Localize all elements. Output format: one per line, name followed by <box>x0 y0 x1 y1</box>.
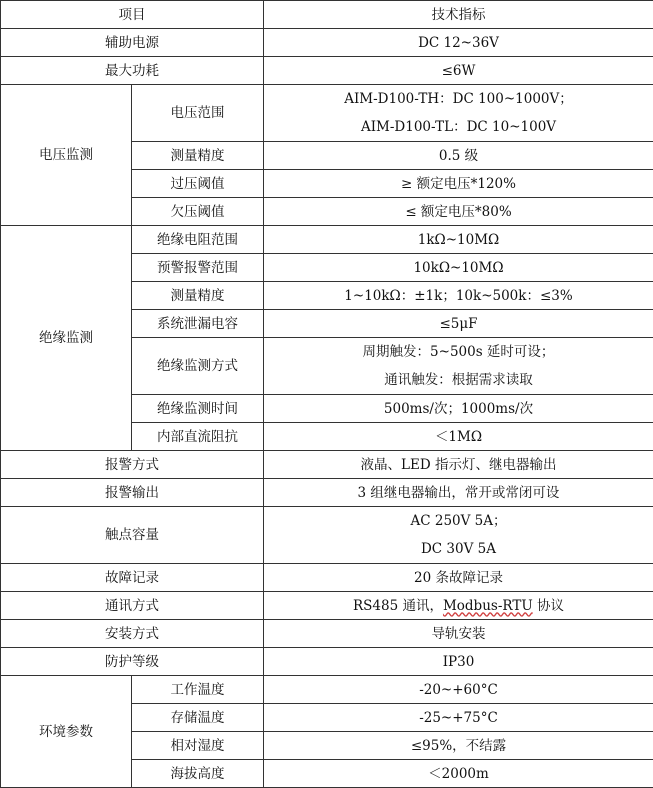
row-label: 触点容量 <box>1 507 264 564</box>
row-label: 工作温度 <box>132 676 264 704</box>
row-label: 测量精度 <box>132 142 264 170</box>
row-value: ＜1MΩ <box>264 423 653 451</box>
row-value: 导轨安装 <box>264 620 653 648</box>
header-item: 项目 <box>1 1 264 29</box>
row-label: 报警方式 <box>1 451 264 479</box>
row-value <box>264 592 653 620</box>
header-spec: 技术指标 <box>264 1 653 29</box>
row-value <box>264 507 653 564</box>
table-row <box>1 648 653 676</box>
value-line: AIM-D100-TL：DC 10~100V <box>268 113 649 141</box>
group-label: 环境参数 <box>1 676 132 788</box>
group-label: 电压监测 <box>1 85 132 226</box>
row-value <box>264 338 653 395</box>
table-row <box>1 676 653 704</box>
row-value: DC 12~36V <box>264 29 653 57</box>
row-value: ≤5μF <box>264 310 653 338</box>
table-row <box>1 226 653 254</box>
row-label: 欠压阈值 <box>132 198 264 226</box>
table-row <box>1 620 653 648</box>
row-value: 0.5 级 <box>264 142 653 170</box>
row-label: 安装方式 <box>1 620 264 648</box>
row-value: 3 组继电器输出，常开或常闭可设 <box>264 479 653 507</box>
row-label: 报警输出 <box>1 479 264 507</box>
value-line: 周期触发：5~500s 延时可设； <box>268 338 649 366</box>
row-label: 绝缘电阻范围 <box>132 226 264 254</box>
row-label: 相对湿度 <box>132 732 264 760</box>
row-value: 500ms/次；1000ms/次 <box>264 395 653 423</box>
row-label: 故障记录 <box>1 564 264 592</box>
row-label: 电压范围 <box>132 85 264 142</box>
row-value: IP30 <box>264 648 653 676</box>
protocol-name: Modbus-RTU <box>443 598 533 614</box>
row-value: ≤95%，不结露 <box>264 732 653 760</box>
row-label: 测量精度 <box>132 282 264 310</box>
table-row <box>1 507 653 564</box>
row-label: 绝缘监测方式 <box>132 338 264 395</box>
value-line: AIM-D100-TH：DC 100~1000V； <box>268 85 649 113</box>
table-row <box>1 592 653 620</box>
row-value: 液晶、LED 指示灯、继电器输出 <box>264 451 653 479</box>
row-label: 内部直流阻抗 <box>132 423 264 451</box>
row-value: 10kΩ~10MΩ <box>264 254 653 282</box>
value-line: DC 30V 5A <box>268 535 649 563</box>
row-value: -25~+75°C <box>264 704 653 732</box>
row-label: 辅助电源 <box>1 29 264 57</box>
row-value: 1kΩ~10MΩ <box>264 226 653 254</box>
row-value <box>264 85 653 142</box>
row-label: 最大功耗 <box>1 57 264 85</box>
header-row <box>1 1 653 29</box>
table-row <box>1 451 653 479</box>
group-label: 绝缘监测 <box>1 226 132 451</box>
row-value: ≤ 额定电压*80% <box>264 198 653 226</box>
table-row <box>1 29 653 57</box>
row-value: 1~10kΩ：±1k；10k~500k：≤3% <box>264 282 653 310</box>
row-label: 防护等级 <box>1 648 264 676</box>
value-prefix: RS485 通讯， <box>353 598 443 614</box>
row-label: 预警报警范围 <box>132 254 264 282</box>
table-row <box>1 85 653 142</box>
row-label: 海拔高度 <box>132 760 264 788</box>
row-label: 系统泄漏电容 <box>132 310 264 338</box>
row-label: 存储温度 <box>132 704 264 732</box>
row-value: ≤6W <box>264 57 653 85</box>
row-value: ≥ 额定电压*120% <box>264 170 653 198</box>
row-value: -20~+60°C <box>264 676 653 704</box>
table-row <box>1 479 653 507</box>
row-value: ＜2000m <box>264 760 653 788</box>
value-line: AC 250V 5A； <box>268 507 649 535</box>
row-label: 通讯方式 <box>1 592 264 620</box>
table-row <box>1 564 653 592</box>
value-suffix: 协议 <box>533 598 564 614</box>
row-label: 绝缘监测时间 <box>132 395 264 423</box>
row-value: 20 条故障记录 <box>264 564 653 592</box>
value-line: 通讯触发：根据需求读取 <box>268 366 649 394</box>
table-row <box>1 57 653 85</box>
row-label: 过压阈值 <box>132 170 264 198</box>
